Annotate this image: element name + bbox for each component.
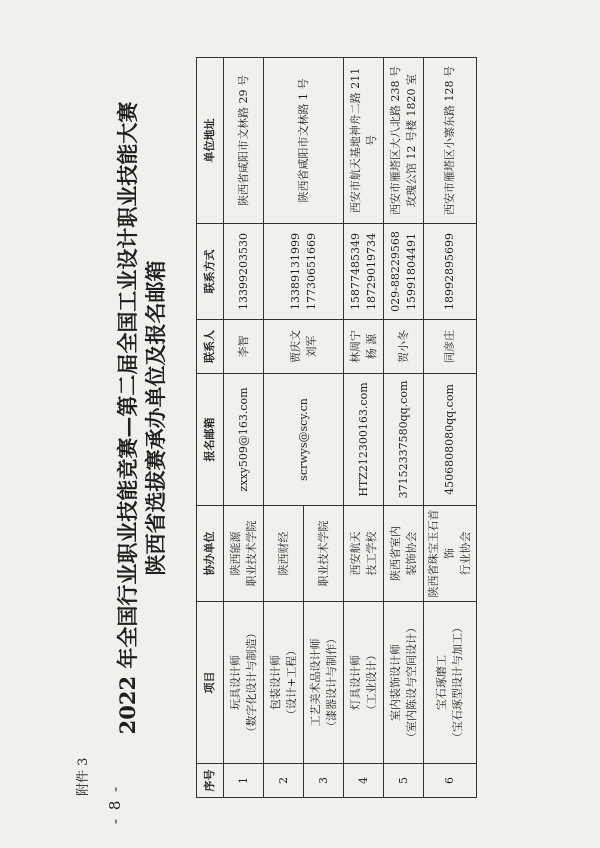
contact-table bbox=[196, 57, 477, 798]
cell-phone: 18992895699 bbox=[424, 224, 477, 320]
cell-organizer: 西安航天 技工学校 bbox=[344, 506, 384, 602]
cell-email: HTZ212300163.com bbox=[344, 374, 384, 506]
cell-address: 陕西省咸阳市文林路 29 号 bbox=[224, 58, 264, 224]
header-contact: 联系人 bbox=[197, 320, 224, 374]
cell-organizer: 陕西财经 bbox=[264, 506, 304, 602]
table-header-row bbox=[197, 58, 224, 798]
cell-address: 陕西省咸阳市文林路 1 号 bbox=[264, 58, 344, 224]
cell-organizer: 陕西省室内 装饰协会 bbox=[384, 506, 424, 602]
cell-contact: 同彦庄 bbox=[424, 320, 477, 374]
table-row bbox=[384, 58, 424, 798]
header-address: 单位地址 bbox=[197, 58, 224, 224]
table-row bbox=[424, 58, 477, 798]
cell-address: 西安市雁塔区小寨东路 128 号 bbox=[424, 58, 477, 224]
cell-project: 室内装饰设计师 （室内陈设与空间设计） bbox=[384, 602, 424, 764]
cell-phone: 15877485349 18729019734 bbox=[344, 224, 384, 320]
cell-email: zxxy509@163.com bbox=[224, 374, 264, 506]
cell-project: 宝石琢磨工 （宝石琢型设计与加工） bbox=[424, 602, 477, 764]
cell-contact: 贺小冬 bbox=[384, 320, 424, 374]
cell-contact: 林周宁 杨 源 bbox=[344, 320, 384, 374]
document-title: 2022 年全国行业职业技能竞赛—第二届全国工业设计职业技能大赛 bbox=[115, 101, 140, 735]
header-phone: 联系方式 bbox=[197, 224, 224, 320]
cell-index: 2 bbox=[264, 764, 304, 798]
cell-index: 1 bbox=[224, 764, 264, 798]
page-number: - 8 - bbox=[106, 784, 124, 824]
document-subtitle: 陕西省选拔赛承办单位及报名邮箱 bbox=[143, 260, 168, 576]
cell-project: 包装设计师 （设计+工程） bbox=[264, 602, 304, 764]
cell-organizer: 陕西能源 职业技术学院 bbox=[224, 506, 264, 602]
cell-contact: 贾庆文 刘军 bbox=[264, 320, 344, 374]
cell-phone: 029-88229568 15991804491 bbox=[384, 224, 424, 320]
table-row bbox=[264, 58, 304, 798]
cell-project: 工艺美术品设计师 （漆器设计与制作） bbox=[304, 602, 344, 764]
cell-email: scrwys@scy.cn bbox=[264, 374, 344, 506]
cell-index: 6 bbox=[424, 764, 477, 798]
cell-index: 4 bbox=[344, 764, 384, 798]
header-organizer: 协办单位 bbox=[197, 506, 224, 602]
table-row bbox=[344, 58, 384, 798]
cell-project: 灯具设计师 （工业设计） bbox=[344, 602, 384, 764]
cell-address: 西安市航天基地神舟二路 211 号 bbox=[344, 58, 384, 224]
cell-phone: 13399203530 bbox=[224, 224, 264, 320]
cell-index: 3 bbox=[304, 764, 344, 798]
cell-organizer: 陕西省珠宝玉石首饰 行业协会 bbox=[424, 506, 477, 602]
header-email: 报名邮箱 bbox=[197, 374, 224, 506]
cell-phone: 13389131999 17730651669 bbox=[264, 224, 344, 320]
attachment-label: 附件 3 bbox=[76, 757, 91, 796]
cell-organizer: 职业技术学院 bbox=[304, 506, 344, 602]
cell-project: 玩具设计师 （数字化设计与制造） bbox=[224, 602, 264, 764]
cell-email: 37152337580qq.com bbox=[384, 374, 424, 506]
cell-address: 西安市雁塔区大八北路 238 号 玫瑰公馆 12 号楼 1820 室 bbox=[384, 58, 424, 224]
cell-contact: 李智 bbox=[224, 320, 264, 374]
cell-email: 4506808080qq.com bbox=[424, 374, 477, 506]
header-project: 项目 bbox=[197, 602, 224, 764]
header-index: 序号 bbox=[197, 764, 224, 798]
table-row bbox=[224, 58, 264, 798]
cell-index: 5 bbox=[384, 764, 424, 798]
